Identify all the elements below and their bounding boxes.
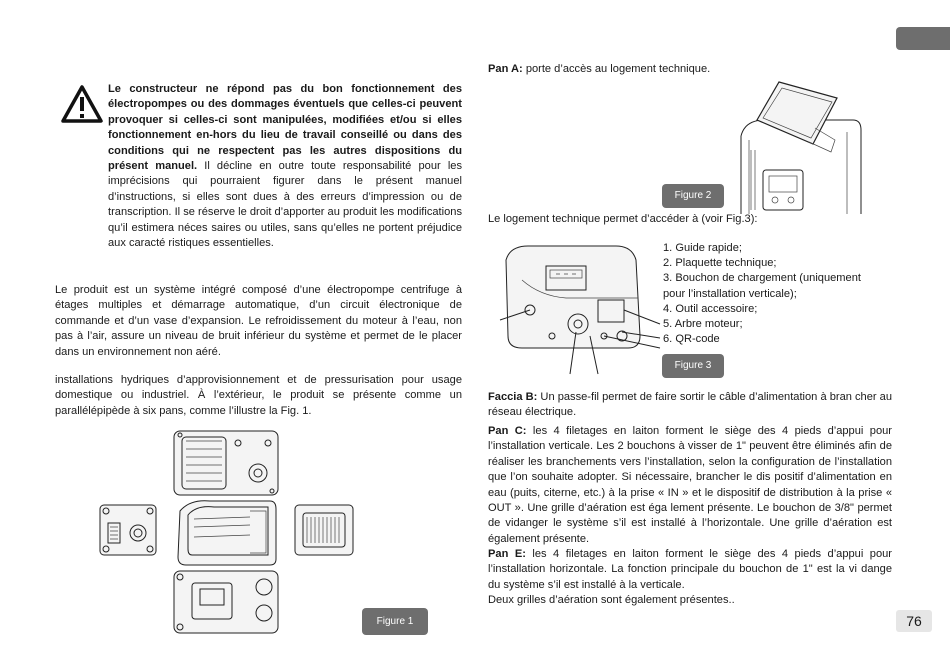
section-tab	[896, 27, 950, 50]
product-description: Le produit est un système intégré composé d’une électropompe centrifuge à étages multiples et démarrage automatique, d’un circuit électronique de commande et d’un vase d’expansion. Le refroidissement du moteur à l’eau, non pas à l’air, assure un niveau de bruit inférieur du système et permet de le placer dans un environnement non aéré.	[55, 284, 462, 358]
figure-1-right-view	[293, 503, 355, 557]
figure-2-caption: Figure 2	[662, 184, 724, 208]
figure-3-legend	[663, 241, 895, 347]
legend-item: 3. Bouchon de chargement (uniquement	[663, 272, 861, 285]
legend-item: 4. Outil accessoire;	[663, 302, 758, 315]
pan-c-label: Pan C:	[488, 425, 527, 437]
pan-e-description: les 4 filetages en laiton forment le siège des 4 pieds d’appui pour l’installation horizontale. La fonction principale du bouchon de 1" est la vi dange du système s’il est installé à la verticale.	[488, 548, 892, 591]
pan-a-description: porte d’accès au logement technique.	[522, 63, 711, 75]
figure-1-top-view	[172, 429, 282, 499]
pan-e-extra: Deux grilles d’aération sont également présentes..	[488, 594, 735, 606]
warning-triangle-icon	[60, 84, 104, 124]
pan-c-description: les 4 filetages en laiton forment le siège des 4 pieds d’appui pour l’installation verticale. Les 2 bouchons à visser de 1" peuvent être éliminés afin de réaliser les branchements vers l’installation, selon la configuration de l’installation que l’on souhaite adopter. Si nécessaire, brancher le dis positif d’alimentation en eau (puits, citerne, etc.) à la prise « IN » et le dispositif de distribution à la prise « OUT ». Une grille d’aération est éga lement présente. Le bouchon de 3/8" permet de vidanger le système s’il est installé à l’horizontale. Une grille d’aération est également présente.	[488, 425, 892, 545]
page-number: 76	[896, 610, 932, 632]
figure-1-front-view	[170, 497, 280, 569]
legend-item: 6. QR-code	[663, 333, 720, 346]
figure-2-illustration	[735, 80, 865, 216]
figure-3-caption: Figure 3	[662, 354, 724, 378]
legend-item: 5. Arbre moteur;	[663, 318, 743, 331]
legend-item: 1. Guide rapide;	[663, 242, 742, 254]
installation-description: installations hydriques d’approvisionnement et de pressurisation pour usage domestique ou industriel. À l’extérieur, le produit se présente comme un parallélépipède à six pans, comme l’illustre la Fig. 1.	[55, 374, 462, 417]
pan-a-text	[488, 62, 892, 77]
legend-item: 2. Plaquette technique;	[663, 257, 777, 270]
logement-intro: Le logement technique permet d’accéder à (voir Fig.3):	[488, 213, 758, 225]
pan-c-text	[488, 424, 892, 547]
figure-1-bottom-view	[172, 569, 282, 637]
faccia-b-text	[488, 390, 892, 421]
figure-3-illustration	[500, 240, 660, 374]
warning-bold-text: Le constructeur ne répond pas du bon fonctionnement des électropompes ou des dommages éventuels que celles-ci peuvent provoquer si celles-ci sont manipulées, modifiées et/ou si elles fonctionnement en-hors du lieu de travail conseillé ou dans des conditions qui ne respectent pas les autres dispositions du présent manuel.	[108, 83, 462, 173]
faccia-b-description: Un passe-fil permet de faire sortir le câble d’alimentation à bran cher au réseau électrique.	[488, 391, 893, 419]
warning-normal-text: Il décline en outre toute responsabilité pour les imprécisions qui pourraient figurer dans le présent manuel d’instructions, si elles sont dues à des erreurs d’impression ou de transcription. Il se réserve le droit d’apporter au produit les modifications qu’il estimera néces saires ou utiles, sans qu’elles ne portent préjudice aux caracté ristiques essentielles.	[108, 160, 462, 250]
pan-e-text	[488, 547, 892, 593]
faccia-b-label: Faccia B:	[488, 391, 538, 403]
pan-a-label: Pan A:	[488, 63, 523, 75]
figure-1-caption: Figure 1	[362, 608, 428, 635]
figure-1-left-view	[98, 503, 158, 557]
pan-e-label: Pan E:	[488, 548, 526, 560]
legend-item: pour l’installation verticale);	[663, 287, 797, 300]
warning-text	[108, 82, 462, 251]
